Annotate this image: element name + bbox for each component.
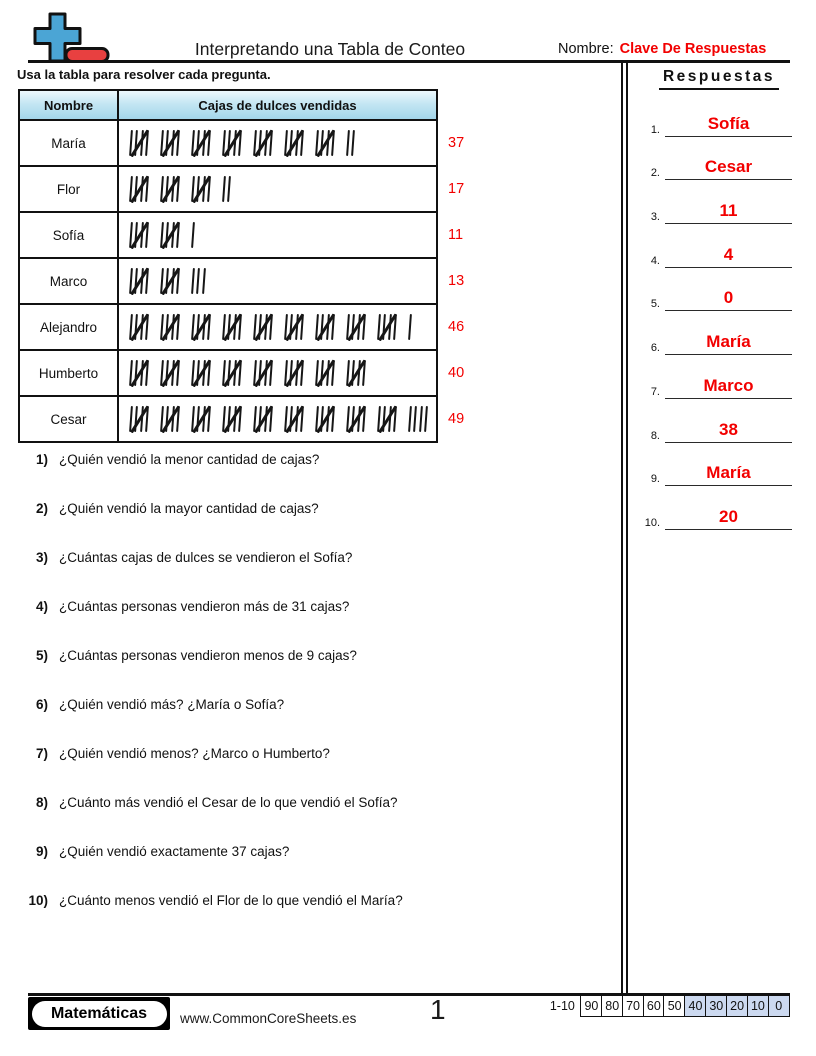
question-number: 8) — [35, 795, 48, 810]
tally-group-of-five — [128, 130, 150, 156]
name-label: Nombre: — [558, 41, 614, 57]
table-row — [20, 165, 436, 211]
tally-group-of-five — [159, 268, 181, 294]
answer-item — [640, 268, 792, 312]
tally-remainder — [190, 222, 198, 248]
tally-group-of-five — [221, 360, 243, 386]
answer-value: 38 — [665, 421, 792, 443]
answer-item — [640, 443, 792, 487]
score-cell: 30 — [705, 995, 728, 1017]
tally-marks — [119, 213, 436, 257]
answer-number: 9. — [650, 473, 660, 486]
answer-list — [640, 93, 792, 530]
question-text: ¿Quién vendió la mayor cantidad de cajas? — [59, 501, 319, 516]
question-number: 5) — [35, 648, 48, 663]
score-cell: 50 — [663, 995, 686, 1017]
answers-divider-line — [621, 62, 628, 995]
tally-count: 40 — [448, 364, 465, 381]
tally-group-of-five — [128, 176, 150, 202]
tally-group-of-five — [283, 314, 305, 340]
score-range-label: 1-10 — [549, 999, 575, 1013]
tally-group-of-five — [190, 406, 212, 432]
answer-number: 7. — [650, 385, 660, 398]
tally-group-of-five — [345, 314, 367, 340]
tally-group-of-five — [252, 360, 274, 386]
question-text: ¿Cuánto menos vendió el Flor de lo que vendió el María? — [59, 893, 403, 908]
tally-group-of-five — [283, 406, 305, 432]
table-row — [20, 349, 436, 395]
tally-count: 11 — [448, 226, 464, 243]
student-name: Flor — [20, 167, 119, 211]
answer-key-label: Clave De Respuestas — [619, 41, 767, 57]
tally-count: 17 — [448, 180, 465, 197]
brand-label: Matemáticas — [32, 1001, 167, 1027]
tally-group-of-five — [345, 406, 367, 432]
answer-value: Marco — [665, 377, 792, 399]
question-number: 2) — [35, 501, 48, 516]
score-cell: 70 — [622, 995, 645, 1017]
answer-item — [640, 180, 792, 224]
question-item — [18, 499, 603, 519]
tally-group-of-five — [190, 176, 212, 202]
question-list — [18, 450, 603, 940]
tally-remainder — [407, 314, 415, 340]
brand-badge — [28, 997, 170, 1030]
tally-group-of-five — [128, 222, 150, 248]
tally-marks — [119, 305, 436, 349]
tally-group-of-five — [221, 406, 243, 432]
question-text: ¿Cuántas personas vendieron menos de 9 cajas? — [59, 648, 357, 663]
score-table — [550, 995, 790, 1017]
score-cell: 40 — [684, 995, 707, 1017]
question-item — [18, 646, 603, 666]
question-number: 3) — [35, 550, 48, 565]
answer-number: 6. — [650, 342, 660, 355]
table-row — [20, 395, 436, 441]
score-cell: 60 — [643, 995, 666, 1017]
tally-marks — [119, 259, 436, 303]
question-item — [18, 450, 603, 470]
answer-value: 4 — [665, 246, 792, 268]
question-item — [18, 793, 603, 813]
tally-group-of-five — [159, 176, 181, 202]
page-number: 1 — [430, 994, 446, 1025]
tally-group-of-five — [128, 268, 150, 294]
score-cell: 20 — [726, 995, 749, 1017]
website-url: www.CommonCoreSheets.es — [180, 1011, 357, 1026]
student-name: Humberto — [20, 351, 119, 395]
question-text: ¿Quién vendió más? ¿María o Sofía? — [59, 697, 285, 712]
tally-group-of-five — [190, 130, 212, 156]
answer-value: María — [665, 333, 792, 355]
tally-group-of-five — [314, 360, 336, 386]
tally-group-of-five — [314, 314, 336, 340]
tally-group-of-five — [376, 314, 398, 340]
answer-number: 5. — [650, 298, 660, 311]
tally-marks — [119, 351, 436, 395]
question-text: ¿Cuántas personas vendieron más de 31 cajas? — [59, 599, 350, 614]
tally-count: 13 — [448, 272, 465, 289]
answer-number: 10. — [644, 516, 660, 529]
question-number: 6) — [35, 697, 48, 712]
tally-remainder — [345, 130, 359, 156]
answer-value: Sofía — [665, 115, 792, 137]
table-row — [20, 257, 436, 303]
table-row — [20, 211, 436, 257]
question-number: 10) — [28, 893, 48, 908]
question-item — [18, 597, 603, 617]
answer-number: 2. — [650, 167, 660, 180]
answer-value: Cesar — [665, 158, 792, 180]
tally-count: 49 — [448, 410, 465, 427]
tally-group-of-five — [283, 130, 305, 156]
score-cell: 10 — [747, 995, 770, 1017]
tally-group-of-five — [159, 360, 181, 386]
tally-table-header — [20, 91, 436, 119]
question-text: ¿Cuántas cajas de dulces se vendieron el Sofía? — [59, 550, 353, 565]
tally-group-of-five — [221, 314, 243, 340]
tally-group-of-five — [314, 406, 336, 432]
table-row — [20, 303, 436, 349]
tally-group-of-five — [159, 406, 181, 432]
answer-item — [640, 93, 792, 137]
question-item — [18, 744, 603, 764]
tally-group-of-five — [314, 130, 336, 156]
tally-group-of-five — [221, 130, 243, 156]
question-number: 4) — [35, 599, 48, 614]
question-item — [18, 548, 603, 568]
answer-number: 8. — [650, 429, 660, 442]
score-cell: 80 — [601, 995, 624, 1017]
tally-group-of-five — [159, 314, 181, 340]
tally-group-of-five — [159, 130, 181, 156]
answer-number: 1. — [650, 123, 660, 136]
answers-title-wrap — [640, 68, 798, 90]
answer-item — [640, 355, 792, 399]
answer-item — [640, 311, 792, 355]
question-text: ¿Quién vendió la menor cantidad de cajas? — [59, 452, 320, 467]
score-cell: 90 — [580, 995, 603, 1017]
tally-group-of-five — [190, 360, 212, 386]
tally-group-of-five — [190, 314, 212, 340]
page-title: Interpretando una Tabla de Conteo — [194, 39, 466, 59]
student-name: María — [20, 121, 119, 165]
score-cell: 0 — [768, 995, 791, 1017]
answer-item — [640, 137, 792, 181]
question-number: 7) — [35, 746, 48, 761]
tally-group-of-five — [159, 222, 181, 248]
question-text: ¿Quién vendió exactamente 37 cajas? — [59, 844, 290, 859]
question-item — [18, 695, 603, 715]
answers-title: Respuestas — [659, 68, 779, 90]
question-text: ¿Quién vendió menos? ¿Marco o Humberto? — [59, 746, 330, 761]
tally-count: 46 — [448, 318, 465, 335]
tally-marks — [119, 121, 436, 165]
tally-group-of-five — [128, 314, 150, 340]
column-header: Cajas de dulces vendidas — [198, 97, 357, 113]
student-name: Marco — [20, 259, 119, 303]
answer-value: 20 — [665, 508, 792, 530]
student-name: Sofía — [20, 213, 119, 257]
tally-marks — [119, 167, 436, 211]
instruction-text: Usa la tabla para resolver cada pregunta. — [17, 67, 271, 82]
answer-item — [640, 399, 792, 443]
tally-marks — [119, 397, 436, 441]
header-divider-line — [28, 60, 790, 63]
question-text: ¿Cuánto más vendió el Cesar de lo que vendió el Sofía? — [59, 795, 398, 810]
tally-remainder — [190, 268, 209, 294]
tally-group-of-five — [345, 360, 367, 386]
tally-group-of-five — [283, 360, 305, 386]
tally-table-body — [20, 119, 436, 441]
tally-remainder — [221, 176, 235, 202]
column-header: Nombre — [20, 91, 119, 119]
score-cells — [582, 995, 790, 1017]
answer-value: 11 — [665, 202, 792, 224]
answer-number: 3. — [650, 211, 660, 224]
tally-group-of-five — [252, 406, 274, 432]
question-number: 1) — [35, 452, 48, 467]
answer-item — [640, 486, 792, 530]
question-item — [18, 891, 603, 911]
answer-item — [640, 224, 792, 268]
student-name: Alejandro — [20, 305, 119, 349]
question-number: 9) — [35, 844, 48, 859]
answer-number: 4. — [650, 254, 660, 267]
answer-value: María — [665, 464, 792, 486]
student-name: Cesar — [20, 397, 119, 441]
tally-group-of-five — [252, 130, 274, 156]
tally-group-of-five — [128, 360, 150, 386]
tally-group-of-five — [128, 406, 150, 432]
tally-group-of-five — [252, 314, 274, 340]
name-row — [558, 41, 766, 57]
answer-value: 0 — [665, 289, 792, 311]
tally-count: 37 — [448, 134, 465, 151]
tally-remainder — [407, 406, 431, 432]
question-item — [18, 842, 603, 862]
tally-table — [18, 89, 438, 443]
tally-group-of-five — [376, 406, 398, 432]
table-row — [20, 119, 436, 165]
